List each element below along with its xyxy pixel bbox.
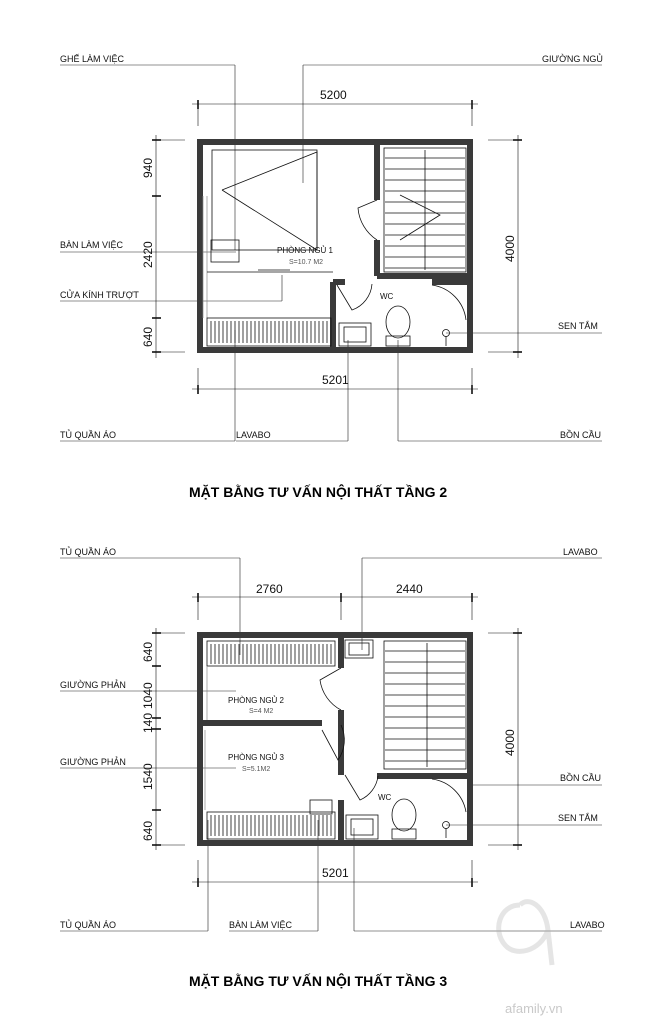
dimension-left	[141, 135, 185, 358]
staircase-icon	[384, 641, 466, 769]
callout-shower: SEN TẮM	[558, 321, 598, 331]
callout-lavabo-bottom: LAVABO	[570, 920, 605, 930]
shower-head-icon	[432, 285, 466, 346]
dim-top-right-label: 2440	[396, 582, 423, 596]
door-swing-icon	[358, 200, 377, 240]
callout-wardrobe-top: TỦ QUẦN ÁO	[60, 547, 117, 557]
wardrobe-icon	[207, 318, 331, 346]
floor3-plan	[60, 546, 605, 989]
room-bedroom3-name: PHÒNG NGỦ 3	[228, 753, 285, 762]
dim-left-940: 940	[141, 157, 155, 178]
dim-right-4000: 4000	[503, 729, 517, 756]
staircase-icon	[384, 148, 466, 272]
floor3-title: MẶT BẰNG TƯ VẤN NỘI THẤT TẦNG 3	[189, 973, 448, 989]
callout-toilet: BỒN CẦU	[560, 430, 602, 440]
dim-left-640-top: 640	[141, 641, 155, 662]
dim-left-1540: 1540	[141, 763, 155, 790]
callout-shower: SEN TẮM	[558, 813, 598, 823]
lavabo-icon	[345, 640, 373, 658]
dim-bottom-label: 5201	[322, 866, 349, 880]
callout-desk: BÀN LÀM VIỆC	[229, 920, 293, 930]
sliding-glass-door-icon	[203, 196, 207, 318]
dim-bottom-label: 5201	[322, 373, 349, 387]
wardrobe-icon	[207, 641, 335, 666]
dim-left-140: 140	[141, 712, 155, 733]
callout-desk-chair: GHẾ LÀM VIỆC	[60, 54, 125, 64]
floor2-title: MẶT BẰNG TƯ VẤN NỘI THẤT TẦNG 2	[189, 484, 448, 500]
dim-top-label: 5200	[320, 88, 347, 102]
room-bedroom1-area: S=10.7 M2	[289, 259, 324, 266]
room-bedroom2-area: S=4 M2	[249, 708, 274, 715]
wardrobe-icon	[207, 812, 335, 839]
callout-desk: BÀN LÀM VIỆC	[60, 240, 124, 250]
floor2-plan	[60, 53, 603, 500]
dim-left-640: 640	[141, 326, 155, 347]
room-bedroom3-area: S=5.1M2	[242, 766, 271, 773]
dim-left-1040: 1040	[141, 682, 155, 709]
dim-top-left-label: 2760	[256, 582, 283, 596]
room-wc-label: WC	[378, 793, 392, 802]
callout-wardrobe: TỦ QUẦN ÁO	[60, 430, 117, 440]
callout-loft-bed-1: GIƯỜNG PHẢN	[60, 680, 126, 690]
callout-sliding-glass-door: CỬA KÍNH TRƯỢT	[60, 290, 139, 300]
dim-left-640-bottom: 640	[141, 820, 155, 841]
dimension-right	[488, 628, 522, 850]
lavabo-icon	[346, 815, 378, 839]
watermark-logo-icon	[499, 902, 552, 965]
callout-lavabo-top: LAVABO	[563, 547, 598, 557]
callout-lavabo: LAVABO	[236, 430, 271, 440]
lavabo-icon	[339, 323, 371, 346]
door-swing-icon	[345, 775, 378, 800]
room-bedroom1-name: PHÒNG NGỦ 1	[277, 246, 334, 255]
room-wc-label: WC	[380, 292, 394, 301]
dimension-top	[192, 582, 478, 620]
dim-left-2420: 2420	[141, 241, 155, 268]
dimension-left	[141, 628, 185, 850]
callout-loft-bed-2: GIƯỜNG PHẢN	[60, 757, 126, 767]
callout-toilet: BỒN CẦU	[560, 773, 602, 783]
bed-icon	[205, 666, 207, 810]
dimension-bottom	[192, 860, 478, 887]
room-bedroom2-name: PHÒNG NGỦ 2	[228, 696, 285, 705]
watermark-text: afamily.vn	[505, 1001, 563, 1016]
callout-wardrobe-bottom: TỦ QUẦN ÁO	[60, 920, 117, 930]
dim-right-4000: 4000	[503, 235, 517, 262]
dimension-right	[488, 135, 522, 358]
shower-head-icon	[432, 779, 466, 838]
bed-icon	[212, 150, 317, 250]
callout-bed: GIƯỜNG NGỦ	[542, 54, 603, 64]
door-swing-icon	[337, 284, 372, 310]
toilet-icon	[392, 799, 416, 839]
